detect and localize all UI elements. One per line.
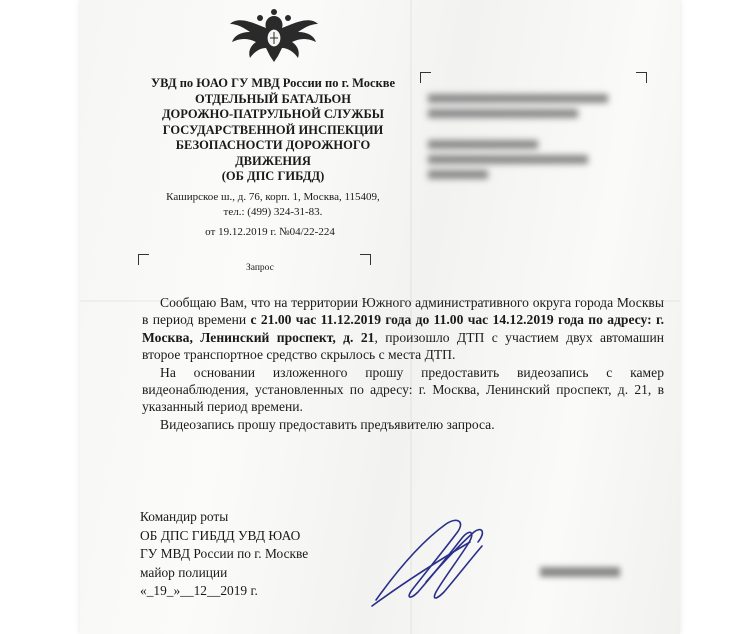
issuer-address bbox=[120, 190, 426, 220]
issuer-line: УВД по ЮАО ГУ МВД России по г. Москве bbox=[150, 76, 396, 90]
body-text-span: , произошло ДТП с участием двух автомашин второе транспортное средство скрылось с места ДТП. bbox=[142, 329, 664, 363]
body-paragraph: На основании изложенного прошу предоставить видеозапись с камер видеонаблюдения, установленных по адресу: г. Москва, Ленинский проспект, д. 21, в указанный период времени. bbox=[142, 364, 664, 415]
body-paragraph bbox=[142, 294, 664, 364]
redacted-addressee bbox=[428, 80, 628, 190]
body-text-span: Сообщаю Вам, что на территории Южного административного округа города Москвы в период времени bbox=[142, 295, 664, 328]
address-line: Каширское ш., д. 76, корп. 1, Москва, 115409, bbox=[166, 191, 380, 203]
document-type: Запрос bbox=[246, 263, 274, 273]
phone-line: тел.: (499) 324-31-83. bbox=[223, 206, 323, 218]
issuer-line: ДВИЖЕНИЯ bbox=[235, 153, 311, 168]
background-left bbox=[0, 0, 80, 634]
corner-bracket bbox=[360, 254, 371, 265]
signatory-line: майор полиции bbox=[140, 564, 228, 580]
issuer-line: ДОРОЖНО-ПАТРУЛЬНОЙ СЛУЖБЫ bbox=[161, 107, 385, 121]
issuer-header bbox=[128, 76, 418, 185]
body-paragraph: Видеозапись прошу предоставить предъявителю запроса. bbox=[160, 416, 495, 432]
corner-bracket bbox=[636, 72, 647, 83]
corner-bracket bbox=[138, 254, 149, 265]
redacted-name bbox=[540, 564, 630, 580]
issuer-line: (ОБ ДПС ГИБДД) bbox=[221, 169, 325, 183]
issuer-line: БЕЗОПАСНОСТИ ДОРОЖНОГО bbox=[175, 138, 371, 152]
eagle-emblem-icon bbox=[226, 6, 322, 70]
body-bold-span: с 21.00 час 11.12.2019 года до 11.00 час 14.12.2019 года по адресу: г. Москва, Ленинский проспект, д. 21 bbox=[142, 312, 664, 345]
document-reference: от 19.12.2019 г. №04/22-224 bbox=[205, 226, 335, 238]
signatory-line: Командир роты bbox=[140, 509, 229, 524]
signatory-line: ГУ МВД России по г. Москве bbox=[140, 546, 309, 561]
issuer-line: ОТДЕЛЬНЫЙ БАТАЛЬОН bbox=[195, 91, 351, 106]
signature-date: «_19_»__12__2019 г. bbox=[140, 583, 258, 598]
signatory-line: ОБ ДПС ГИБДД УВД ЮАО bbox=[140, 527, 301, 543]
signatory-block bbox=[140, 508, 308, 601]
handwritten-signature bbox=[366, 512, 496, 612]
issuer-line: ГОСУДАРСТВЕННОЙ ИНСПЕКЦИИ bbox=[162, 122, 384, 137]
request-body bbox=[142, 294, 664, 433]
